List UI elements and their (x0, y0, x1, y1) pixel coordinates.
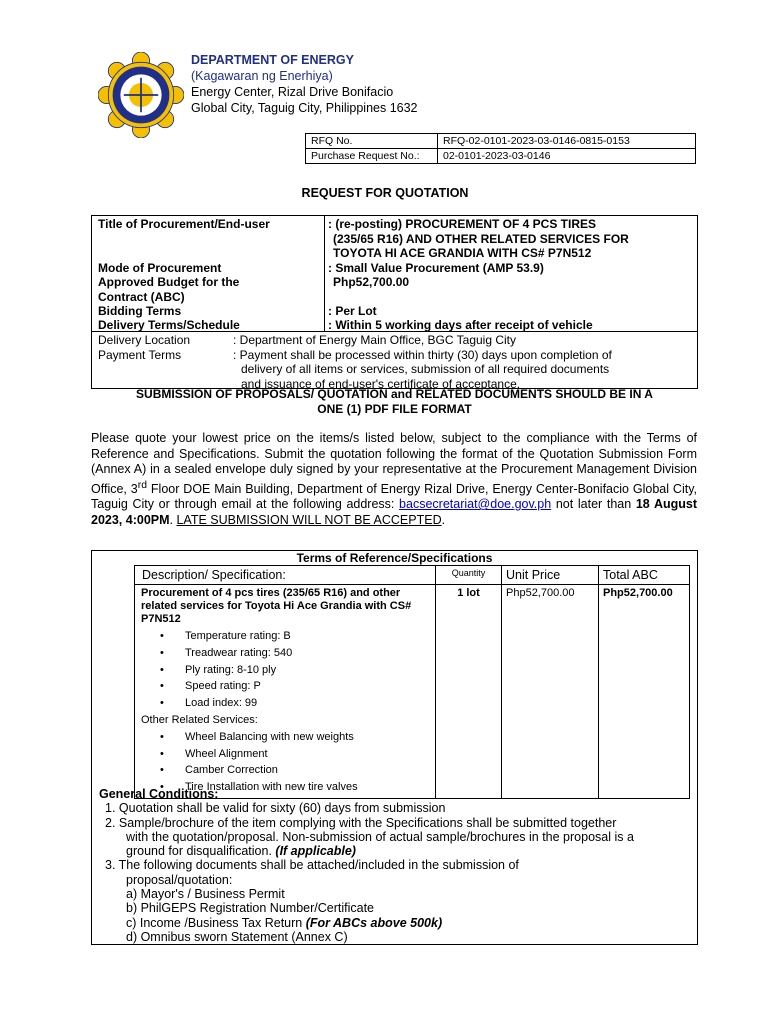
para-text-4: . (169, 512, 177, 527)
submission-notice (91, 387, 698, 417)
abc-value: Php52,700.00 (333, 275, 410, 289)
pr-label: Purchase Request No.: (306, 149, 438, 164)
services-list (135, 729, 435, 796)
mode-value: : Small Value Procurement (AMP 53.9) (328, 260, 544, 275)
title-label: Title of Procurement/End-user (98, 217, 270, 231)
para-text-5: . (441, 512, 446, 527)
condition-2-note: (If applicable) (275, 844, 356, 859)
general-heading: General Conditions: (99, 787, 219, 801)
payment-value-3: and issuance of end-user's certificate of acceptance. (241, 376, 521, 391)
condition-1: 1. Quotation shall be valid for sixty (60) days from submission (105, 801, 446, 816)
department-tagalog: (Kagawaran ng Enerhiya) (191, 69, 333, 83)
para-text-2: Floor DOE Main Building, Department of Energy Rizal Drive, Energy Center-Bonifacio Global City, Taguig City or through email at the following address: (91, 481, 697, 512)
title-value-2: (235/65 R16) AND OTHER RELATED SERVICES FOR (333, 231, 629, 246)
list-item: • Speed rating: P (135, 678, 435, 695)
letterhead (191, 52, 418, 116)
rfq-value: RFQ-02-0101-2023-03-0146-0815-0153 (438, 134, 696, 149)
address-line-1: Energy Center, Rizal Drive Bonifacio (191, 85, 394, 99)
mode-label: Mode of Procurement (98, 260, 222, 275)
condition-2-line-2: with the quotation/proposal. Non-submission of actual sample/brochures in the proposal is a (126, 829, 634, 844)
item-title: Procurement of 4 pcs tires (235/65 R16) and other related services for Toyota Hi Ace Grandia with CS# P7N512 (141, 587, 412, 625)
rfq-label: RFQ No. (306, 134, 438, 149)
delivery-label: Delivery Terms/Schedule (98, 318, 240, 332)
condition-2-line-1: 2. Sample/brochure of the item complying with the Specifications shall be submitted together (105, 815, 617, 830)
submission-line-2: ONE (1) PDF FILE FORMAT (317, 402, 472, 416)
abc-label-1: Approved Budget for the (98, 275, 240, 289)
location-label: Delivery Location (98, 333, 191, 347)
pr-value: 02-0101-2023-03-0146 (438, 149, 696, 164)
payment-label: Payment Terms (98, 347, 182, 362)
delivery-value: : Within 5 working days after receipt of vehicle (328, 318, 593, 332)
procurement-details (91, 215, 698, 389)
quantity-value: 1 lot (436, 585, 502, 799)
list-item: • Tire Installation with new tire valves (135, 779, 435, 796)
page-title: REQUEST FOR QUOTATION (301, 186, 469, 200)
doc-a: a) Mayor's / Business Permit (126, 887, 285, 902)
bidding-value: : Per Lot (328, 304, 377, 318)
email-link[interactable]: bacsecretariat@doe.gov.ph (399, 497, 552, 512)
title-value-1: : (re-posting) PROCUREMENT OF 4 PCS TIRES (328, 217, 597, 231)
list-item: • Wheel Balancing with new weights (135, 729, 435, 746)
doc-c: c) Income /Business Tax Return (126, 915, 306, 930)
col-quantity: Quantity (436, 566, 502, 585)
specifications-table (134, 565, 690, 799)
rfq-reference-table (305, 133, 696, 164)
instructions-paragraph (91, 431, 697, 528)
list-item: • Wheel Alignment (135, 746, 435, 763)
col-total-abc: Total ABC (599, 566, 690, 585)
title-value-3: TOYOTA HI ACE GRANDIA WITH CS# P7N512 (333, 246, 592, 260)
doc-d: d) Omnibus sworn Statement (Annex C) (126, 929, 348, 944)
deadline: 18 August 2023, 4:00PM (91, 497, 697, 527)
condition-2-line-3: ground for disqualification. (126, 844, 276, 859)
list-item: • Treadwear rating: 540 (135, 645, 435, 662)
list-item: • Load index: 99 (135, 695, 435, 712)
list-item: • Ply rating: 8-10 ply (135, 662, 435, 679)
location-value: : Department of Energy Main Office, BGC Taguig City (233, 333, 517, 347)
condition-3-line-2: proposal/quotation: (126, 872, 233, 887)
other-services-label: Other Related Services: (141, 713, 258, 726)
department-name: DEPARTMENT OF ENERGY (191, 53, 354, 67)
unit-price-value: Php52,700.00 (502, 585, 599, 799)
para-sup: rd (137, 479, 148, 491)
late-notice: LATE SUBMISSION WILL NOT BE ACCEPTED (176, 512, 442, 527)
total-abc-value: Php52,700.00 (599, 585, 690, 799)
doe-seal-icon (98, 52, 184, 138)
payment-value-1: : Payment shall be processed within thirty (30) days upon completion of (233, 347, 612, 362)
specs-heading: Terms of Reference/Specifications (296, 551, 493, 565)
tire-spec-list (135, 628, 435, 712)
list-item: • Camber Correction (135, 762, 435, 779)
bidding-label: Bidding Terms (98, 304, 182, 318)
description-cell (135, 585, 436, 799)
doc-b: b) PhilGEPS Registration Number/Certificate (126, 901, 375, 916)
col-description: Description/ Specification: (135, 566, 436, 585)
address-line-2: Global City, Taguig City, Philippines 1632 (191, 101, 418, 115)
doc-c-note: (For ABCs above 500k) (305, 915, 443, 930)
abc-label-2: Contract (ABC) (98, 289, 185, 304)
para-text-3: not later than (551, 497, 636, 512)
general-conditions (99, 787, 634, 944)
col-unit-price: Unit Price (502, 566, 599, 585)
condition-3-line-1: 3. The following documents shall be attached/included in the submission of (105, 858, 519, 873)
list-item: • Temperature rating: B (135, 628, 435, 645)
para-text-1: Please quote your lowest price on the items/s listed below, subject to the compliance with the Terms of Reference and Specifications. Submit the quotation following the format of the Quotation Submission Form (Annex A) in a sealed envelope duly signed by your representative at the Procurement Management Division Office, 3 (91, 431, 697, 496)
payment-value-2: delivery of all items or services, submission of all required documents (241, 362, 610, 376)
submission-line-1: SUBMISSION OF PROPOSALS/ QUOTATION and RELATED DOCUMENTS SHOULD BE IN A (136, 387, 653, 401)
